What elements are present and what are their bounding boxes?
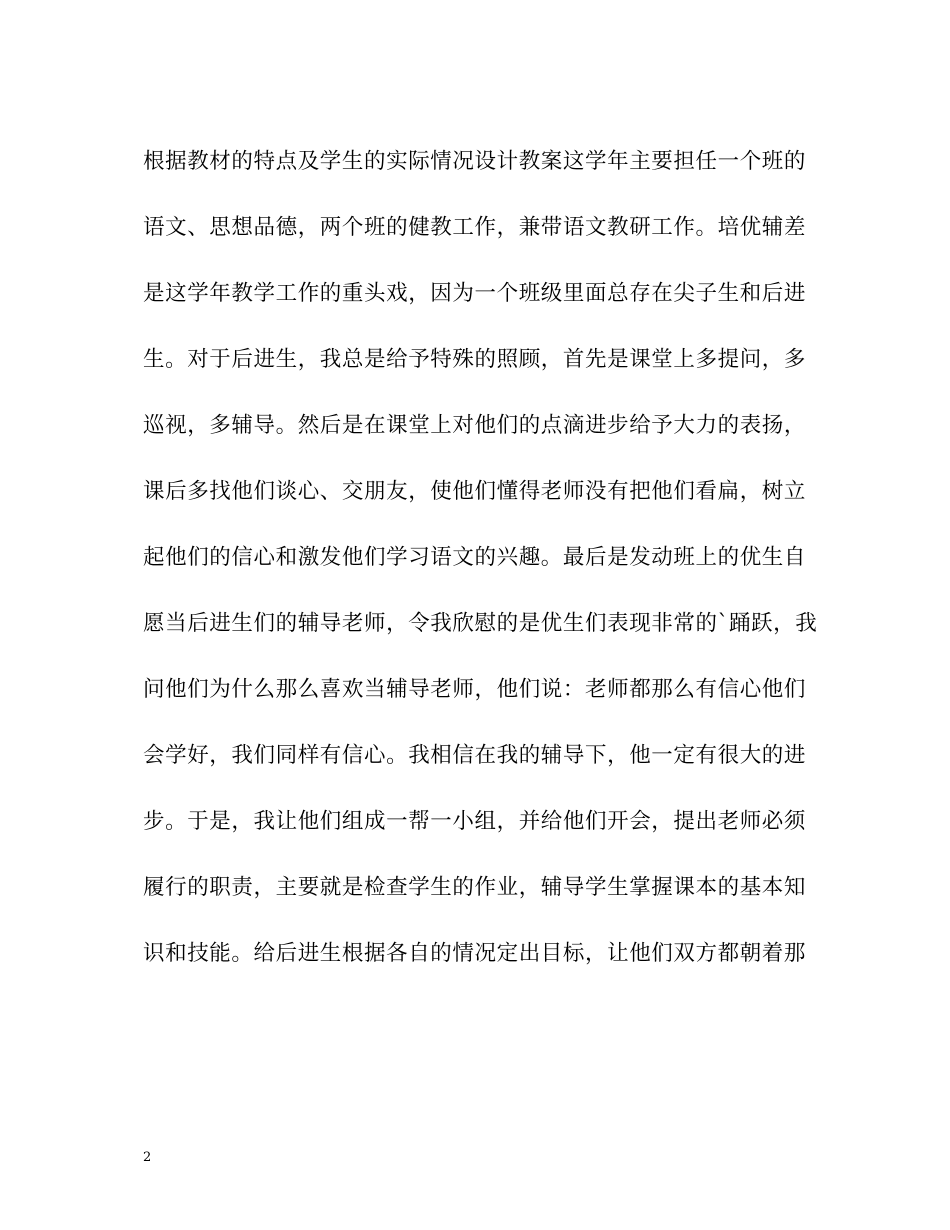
text-line: 巡视，多辅导。然后是在课堂上对他们的点滴进步给予大力的表扬， (143, 413, 807, 438)
body-text (143, 140, 823, 998)
text-line: 是这学年教学工作的重头戏，因为一个班级里面总存在尖子生和后进 (143, 281, 807, 306)
text-line: 起他们的信心和激发他们学习语文的兴趣。最后是发动班上的优生自 (143, 545, 807, 570)
page-number: 2 (143, 1150, 152, 1165)
text-line: 履行的职责，主要就是检查学生的作业，辅导学生掌握课本的基本知 (143, 875, 807, 900)
text-line: 会学好，我们同样有信心。我相信在我的辅导下，他一定有很大的进 (143, 743, 807, 768)
text-line: 问他们为什么那么喜欢当辅导老师，他们说：老师都那么有信心他们 (143, 677, 807, 702)
text-line: 愿当后进生们的辅导老师，令我欣慰的是优生们表现非常的`踊跃，我 (143, 611, 818, 636)
text-line: 语文、思想品德，两个班的健教工作，兼带语文教研工作。培优辅差 (143, 215, 807, 240)
text-line: 课后多找他们谈心、交朋友，使他们懂得老师没有把他们看扁，树立 (143, 479, 807, 504)
text-line: 步。于是，我让他们组成一帮一小组，并给他们开会，提出老师必须 (143, 809, 807, 834)
text-line: 生。对于后进生，我总是给予特殊的照顾，首先是课堂上多提问，多 (143, 347, 807, 372)
text-line: 根据教材的特点及学生的实际情况设计教案这学年主要担任一个班的 (143, 149, 807, 174)
text-line: 识和技能。给后进生根据各自的情况定出目标，让他们双方都朝着那 (143, 941, 807, 966)
